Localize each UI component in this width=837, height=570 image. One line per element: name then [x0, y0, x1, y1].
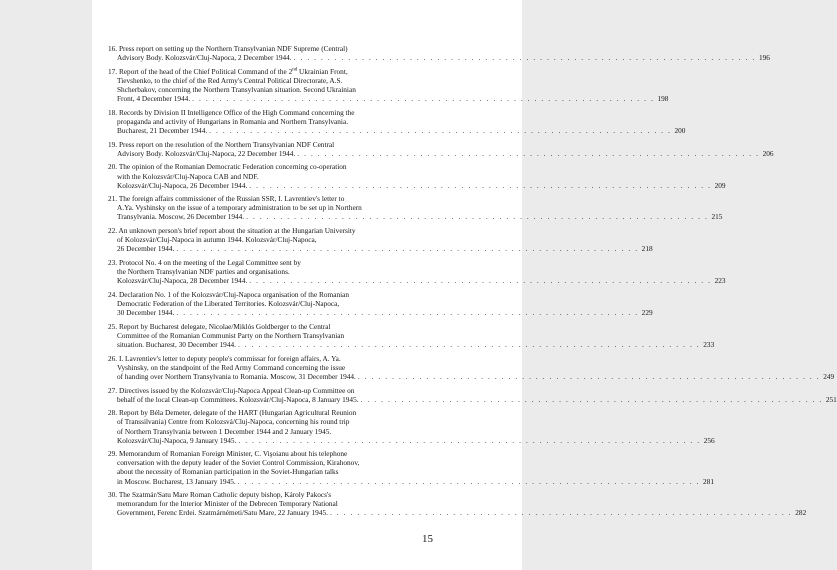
toc-entry-text	[117, 244, 174, 253]
toc-entry-text	[117, 299, 339, 308]
document-page	[92, 0, 837, 570]
toc-entry-line	[108, 226, 506, 235]
toc-entry-title: of Kolozsvár/Cluj-Napoca in autumn 1944. Kolozsvár/Cluj-Napoca,	[117, 235, 317, 245]
toc-entry-title: of Northern Transylvania between 1 December 1944 and 2 January 1945.	[117, 426, 332, 436]
toc-entry-title: Protocol No. 4 on the meeting of the Legal Committee sent by	[118, 258, 301, 268]
toc-entry-title: Press report on the resolution of the Northern Transylvanian NDF Central	[118, 139, 335, 149]
toc-entry-line	[108, 476, 714, 486]
toc-entry-title: Government, Ferenc Erdei. Szatmárnémeti/Satu Mare, 22 January 1945.	[117, 508, 328, 518]
toc-entry	[108, 226, 653, 254]
toc-entry-page: 233	[703, 339, 715, 349]
toc-entry-text	[108, 408, 356, 417]
toc-entry-title: Report by Bucharest delegate, Nicolae/Miklós Goldberger to the Central	[118, 321, 331, 331]
toc-entry	[108, 321, 715, 349]
toc-entry-text	[108, 226, 356, 235]
toc-entry-number: 20.	[108, 162, 118, 172]
toc-entry-line	[108, 172, 506, 181]
toc-entry-line	[108, 203, 506, 212]
toc-entry-title: behalf of the local Clean-up Committees. Kolozsvár/Cluj-Napoca, 8 January 1945.	[117, 394, 359, 404]
toc-entry-number: 28.	[108, 408, 118, 418]
dot-leader: . . . . . . . . . . . . . . . . . . . . . . . . . . . . . . . . . . . . . . . . . . . . . . . . . . . . . . . . . . . . . . . . . . . .	[237, 476, 700, 486]
toc-entry-line	[108, 508, 807, 518]
toc-entry-number: 23.	[108, 258, 118, 268]
toc-entry-line	[108, 276, 726, 286]
toc-entry-line	[108, 125, 686, 135]
toc-entry-page: 282	[795, 508, 807, 518]
toc-entry-line	[108, 467, 506, 476]
toc-entry-page: 200	[674, 125, 686, 135]
toc-entry-text	[108, 44, 348, 53]
toc-entry-page: 251	[825, 394, 837, 404]
toc-entry-text	[117, 395, 359, 404]
toc-entry-title: memorandum for the Interior Minister of the Debrecen Temporary National	[117, 499, 338, 509]
toc-entry-title: Front, 4 December 1944.	[117, 94, 191, 104]
toc-entry-line	[108, 458, 506, 467]
toc-entry-number: 25.	[108, 321, 118, 331]
toc-entry-line	[108, 94, 669, 104]
toc-entry-text	[117, 181, 247, 190]
toc-entry-text	[108, 258, 301, 267]
toc-entry-line	[108, 394, 837, 404]
toc-entry	[108, 490, 807, 518]
toc-entry-title: Democratic Federation of the Liberated Territories. Kolozsvár/Cluj-Napoca,	[117, 299, 340, 308]
toc-entry-text	[117, 53, 292, 62]
toc-entry-number: 18.	[108, 107, 118, 117]
dot-leader: . . . . . . . . . . . . . . . . . . . . . . . . . . . . . . . . . . . . . . . . . . . . . . . . . . . . . . . . . . . . . . . . . . . .	[246, 212, 709, 222]
toc-entry-text	[117, 267, 290, 276]
toc-entry-line	[108, 331, 506, 340]
toc-entry-text	[117, 117, 348, 126]
toc-entry	[108, 162, 726, 190]
toc-entry-title: conversation with the deputy leader of the Soviet Control Commission, Kirahonov,	[117, 458, 360, 468]
toc-entry-text	[117, 235, 317, 244]
toc-entry-text	[117, 172, 259, 181]
toc-entry-line	[108, 449, 506, 458]
toc-entry-line	[108, 85, 506, 94]
toc-entry	[108, 408, 715, 445]
toc-entry-text	[117, 276, 247, 285]
toc-entry-page: 198	[657, 94, 669, 104]
toc-entry-text	[117, 94, 190, 103]
toc-entry-title: The opinion of the Romanian Democratic Federation concerning co-operation	[118, 162, 347, 172]
table-of-contents	[108, 44, 837, 522]
toc-entry	[108, 139, 774, 158]
toc-entry	[108, 107, 686, 135]
toc-entry-page: 215	[711, 212, 723, 222]
toc-entry-page: 249	[823, 371, 835, 381]
toc-entry-text	[117, 499, 338, 508]
toc-entry-text	[117, 212, 244, 221]
toc-entry-text	[108, 140, 334, 149]
toc-entry-title: The Szatmár/Satu Mare Roman Catholic deputy bishop, Károly Pakocs's	[118, 490, 332, 500]
toc-entry-text	[117, 458, 359, 467]
dot-leader: . . . . . . . . . . . . . . . . . . . . . . . . . . . . . . . . . . . . . . . . . . . . . . . . . . . . . . . . . . . . . . . . . . . .	[293, 53, 756, 63]
toc-entry-text	[108, 490, 331, 499]
toc-entry-title: A.Ya. Vyshinsky on the issue of a temporary administration to be set up in Northern	[117, 203, 362, 213]
toc-entry-title: Advisory Body. Kolozsvár/Cluj-Napoca, 22 December 1944.	[117, 148, 296, 158]
toc-entry-text	[117, 149, 295, 158]
toc-entry-text	[117, 477, 236, 486]
dot-leader: . . . . . . . . . . . . . . . . . . . . . . . . . . . . . . . . . . . . . . . . . . . . . . . . . . . . . . . . . . . . . . . . . . . .	[360, 394, 823, 404]
toc-entry-line	[108, 117, 506, 126]
toc-entry-line	[108, 354, 506, 363]
toc-entry-title: Transylvania. Moscow, 26 December 1944.	[117, 212, 245, 222]
toc-entry	[108, 385, 837, 404]
toc-entry-text	[108, 290, 349, 299]
toc-entry-text	[117, 203, 362, 212]
toc-entry-line	[108, 180, 726, 190]
toc-entry-number: 22.	[108, 226, 118, 236]
toc-entry-title: Records by Division II Intelligence Office of the High Command concerning the	[118, 107, 355, 117]
toc-entry-line	[108, 148, 774, 158]
dot-leader: . . . . . . . . . . . . . . . . . . . . . . . . . . . . . . . . . . . . . . . . . . . . . . . . . . . . . . . . . . . . . . . . . . . .	[237, 339, 701, 349]
toc-entry-text	[117, 331, 344, 340]
toc-entry-number: 19.	[108, 139, 118, 149]
toc-entry-text	[108, 322, 331, 331]
toc-entry-page: 218	[641, 244, 653, 254]
toc-entry-title: the Northern Transylvanian NDF parties and organisations.	[117, 267, 290, 277]
toc-entry-line	[108, 76, 506, 85]
toc-entry-text	[108, 162, 347, 171]
toc-entry-line	[108, 299, 506, 308]
toc-entry-title: 30 December 1944.	[117, 308, 175, 318]
toc-entry-line	[108, 162, 506, 171]
toc-entry-page: 281	[703, 476, 714, 486]
toc-entry-text	[117, 363, 345, 372]
toc-entry-line	[108, 194, 506, 203]
toc-entry-title: Tievshenko, to the chief of the Red Army's Central Political Directorate, A.S.	[117, 75, 343, 85]
toc-entry-page: 256	[703, 435, 715, 445]
toc-entry-title: I. Lavrentiev's letter to deputy people's commissar for foreign affairs, A. Ya.	[118, 353, 341, 363]
toc-entry-text	[108, 194, 344, 203]
toc-entry-title: Vyshinsky, on the standpoint of the Red Army Command concerning the issue	[117, 362, 346, 372]
toc-entry-line	[108, 499, 506, 508]
toc-entry-title: An unknown person's brief report about the situation at the Hungarian University	[118, 226, 356, 236]
toc-entry-number: 29.	[108, 449, 118, 459]
toc-entry-line	[108, 267, 506, 276]
toc-entry-page: 223	[714, 276, 726, 286]
toc-entry-title: Report by Béla Demeter, delegate of the HART (Hungarian Agricultural Reunion	[118, 408, 357, 418]
toc-entry-line	[108, 44, 506, 53]
toc-entry-text	[117, 372, 356, 381]
toc-entry-page: 206	[762, 148, 774, 158]
toc-entry-title: in Moscow. Bucharest, 13 January 1945.	[117, 476, 236, 486]
toc-entry-title: Bucharest, 21 December 1944.	[117, 125, 208, 135]
toc-entry-line	[108, 212, 723, 222]
toc-entry-title: The foreign affairs commissioner of the Russian SSR, I. Lavrentiev's letter to	[118, 194, 345, 204]
dot-leader: . . . . . . . . . . . . . . . . . . . . . . . . . . . . . . . . . . . . . . . . . . . . . . . . . . . . . . . . . . . . . . . . . . . .	[176, 244, 639, 254]
toc-entry	[108, 353, 835, 381]
toc-entry-line	[108, 386, 506, 395]
toc-entry-number: 21.	[108, 194, 118, 204]
toc-entry-title: Press report on setting up the Northern Transylvanian NDF Supreme (Central)	[118, 44, 348, 53]
toc-entry-line	[108, 490, 506, 499]
toc-entry-text	[117, 467, 339, 476]
toc-entry-text	[117, 76, 342, 85]
dot-leader: . . . . . . . . . . . . . . . . . . . . . . . . . . . . . . . . . . . . . . . . . . . . . . . . . . . . . . . . . . . . . . . . . . . .	[176, 308, 639, 318]
toc-entry-text	[108, 354, 341, 363]
toc-entry-text	[117, 427, 331, 436]
toc-entry-title: situation. Bucharest, 30 December 1944.	[117, 339, 236, 349]
toc-entry-number: 30.	[108, 490, 118, 500]
toc-entry	[108, 258, 726, 286]
toc-entry-title: Shcherbakov, concerning the Northern Transylvanian situation. Second Ukrainian	[117, 84, 356, 94]
toc-entry-number: 27.	[108, 385, 118, 395]
dot-leader: . . . . . . . . . . . . . . . . . . . . . . . . . . . . . . . . . . . . . . . . . . . . . . . . . . . . . . . . . . . . . . . . . . . .	[249, 180, 712, 190]
toc-entry-line	[108, 427, 506, 436]
toc-entry-number: 16.	[108, 44, 118, 53]
toc-entry-title: propaganda and activity of Hungarians in Romania and Northern Transylvania.	[117, 116, 349, 126]
toc-entry-text	[117, 508, 328, 517]
toc-entry-line	[108, 244, 653, 254]
toc-entry-text	[117, 436, 236, 445]
dot-leader: . . . . . . . . . . . . . . . . . . . . . . . . . . . . . . . . . . . . . . . . . . . . . . . . . . . . . . . . . . . . . . . . . . . .	[209, 125, 672, 135]
dot-leader: . . . . . . . . . . . . . . . . . . . . . . . . . . . . . . . . . . . . . . . . . . . . . . . . . . . . . . . . . . . . . . . . . . . .	[297, 148, 760, 158]
toc-entry-number: 24.	[108, 289, 118, 299]
toc-entry-line	[108, 108, 506, 117]
toc-entry-line	[108, 258, 506, 267]
toc-entry-line	[108, 339, 715, 349]
toc-entry-title: about the necessity of Romanian participation in the Soviet-Hungarian talks	[117, 467, 339, 477]
toc-entry-line	[108, 308, 653, 318]
dot-leader: . . . . . . . . . . . . . . . . . . . . . . . . . . . . . . . . . . . . . . . . . . . . . . . . . . . . . . . . . . . . . . . . . . . .	[329, 508, 793, 518]
toc-entry-title: Memorandum of Romanian Foreign Minister, C. Vişoianu about his telephone	[118, 449, 348, 459]
toc-entry-line	[108, 371, 835, 381]
toc-entry	[108, 66, 669, 104]
toc-entry-title: Advisory Body. Kolozsvár/Cluj-Napoca, 2 December 1944.	[117, 53, 292, 63]
dot-leader: . . . . . . . . . . . . . . . . . . . . . . . . . . . . . . . . . . . . . . . . . . . . . . . . . . . . . . . . . . . . . . . . . . . .	[249, 276, 712, 286]
toc-entry-title: of Transsilvania) Centre from Kolozsvá/Cluj-Napoca, concerning his round trip	[117, 417, 350, 427]
toc-entry-text	[117, 308, 174, 317]
toc-entry-line	[108, 290, 506, 299]
toc-entry	[108, 194, 723, 222]
toc-entry-title: of handing over Northern Transylvania to Romania. Moscow, 31 December 1944.	[117, 371, 356, 381]
toc-entry-text	[108, 386, 354, 395]
toc-entry-text	[108, 449, 347, 458]
toc-entry-line	[108, 363, 506, 372]
toc-entry-title: Report of the head of the Chief Political Command of the 2nd Ukrainian Front,	[118, 66, 348, 76]
toc-entry-line	[108, 53, 770, 63]
toc-entry-title: Kolozsvár/Cluj-Napoca, 9 January 1945.	[117, 435, 237, 445]
toc-entry-line	[108, 435, 715, 445]
toc-entry	[108, 449, 714, 486]
toc-entry-line	[108, 322, 506, 331]
toc-entry-title: with the Kolozsvár/Cluj-Napoca CAB and NDF.	[117, 171, 259, 181]
toc-entry-number: 17.	[108, 66, 118, 76]
toc-entry-title: 26 December 1944.	[117, 244, 175, 254]
toc-entry-text	[117, 340, 236, 349]
toc-entry-page: 209	[714, 180, 726, 190]
toc-entry-line	[108, 417, 506, 426]
page-number: 15	[422, 533, 433, 545]
toc-entry	[108, 44, 770, 63]
toc-entry-line	[108, 67, 506, 76]
toc-entry-text	[117, 417, 349, 426]
dot-leader: . . . . . . . . . . . . . . . . . . . . . . . . . . . . . . . . . . . . . . . . . . . . . . . . . . . . . . . . . . . . . . . . . . . .	[357, 371, 821, 381]
toc-entry-number: 26.	[108, 353, 118, 363]
dot-leader: . . . . . . . . . . . . . . . . . . . . . . . . . . . . . . . . . . . . . . . . . . . . . . . . . . . . . . . . . . . . . . . . . . . .	[192, 94, 655, 104]
toc-entry-title: Kolozsvár/Cluj-Napoca, 28 December 1944.	[117, 276, 248, 286]
dot-leader: . . . . . . . . . . . . . . . . . . . . . . . . . . . . . . . . . . . . . . . . . . . . . . . . . . . . . . . . . . . . . . . . . . . .	[238, 435, 701, 445]
toc-entry-text	[117, 126, 207, 135]
toc-entry-title: Declaration No. 1 of the Kolozsvár/Cluj-Napoca organisation of the Romanian	[118, 289, 350, 299]
toc-entry-page: 229	[641, 308, 653, 318]
toc-entry-line	[108, 408, 506, 417]
toc-entry-title: Kolozsvár/Cluj-Napoca, 26 December 1944.	[117, 180, 248, 190]
toc-entry-line	[108, 235, 506, 244]
toc-entry-page: 196	[758, 53, 770, 63]
toc-entry-title: Directives issued by the Kolozsvár/Cluj-Napoca Appeal Clean-up Committee on	[118, 385, 355, 395]
toc-entry-text	[108, 108, 354, 117]
toc-entry-line	[108, 140, 506, 149]
toc-entry-text	[117, 85, 356, 94]
toc-entry	[108, 289, 653, 318]
toc-entry-text	[108, 67, 348, 76]
toc-entry-title: Committee of the Romanian Communist Party on the Northern Transylvanian	[117, 330, 345, 340]
